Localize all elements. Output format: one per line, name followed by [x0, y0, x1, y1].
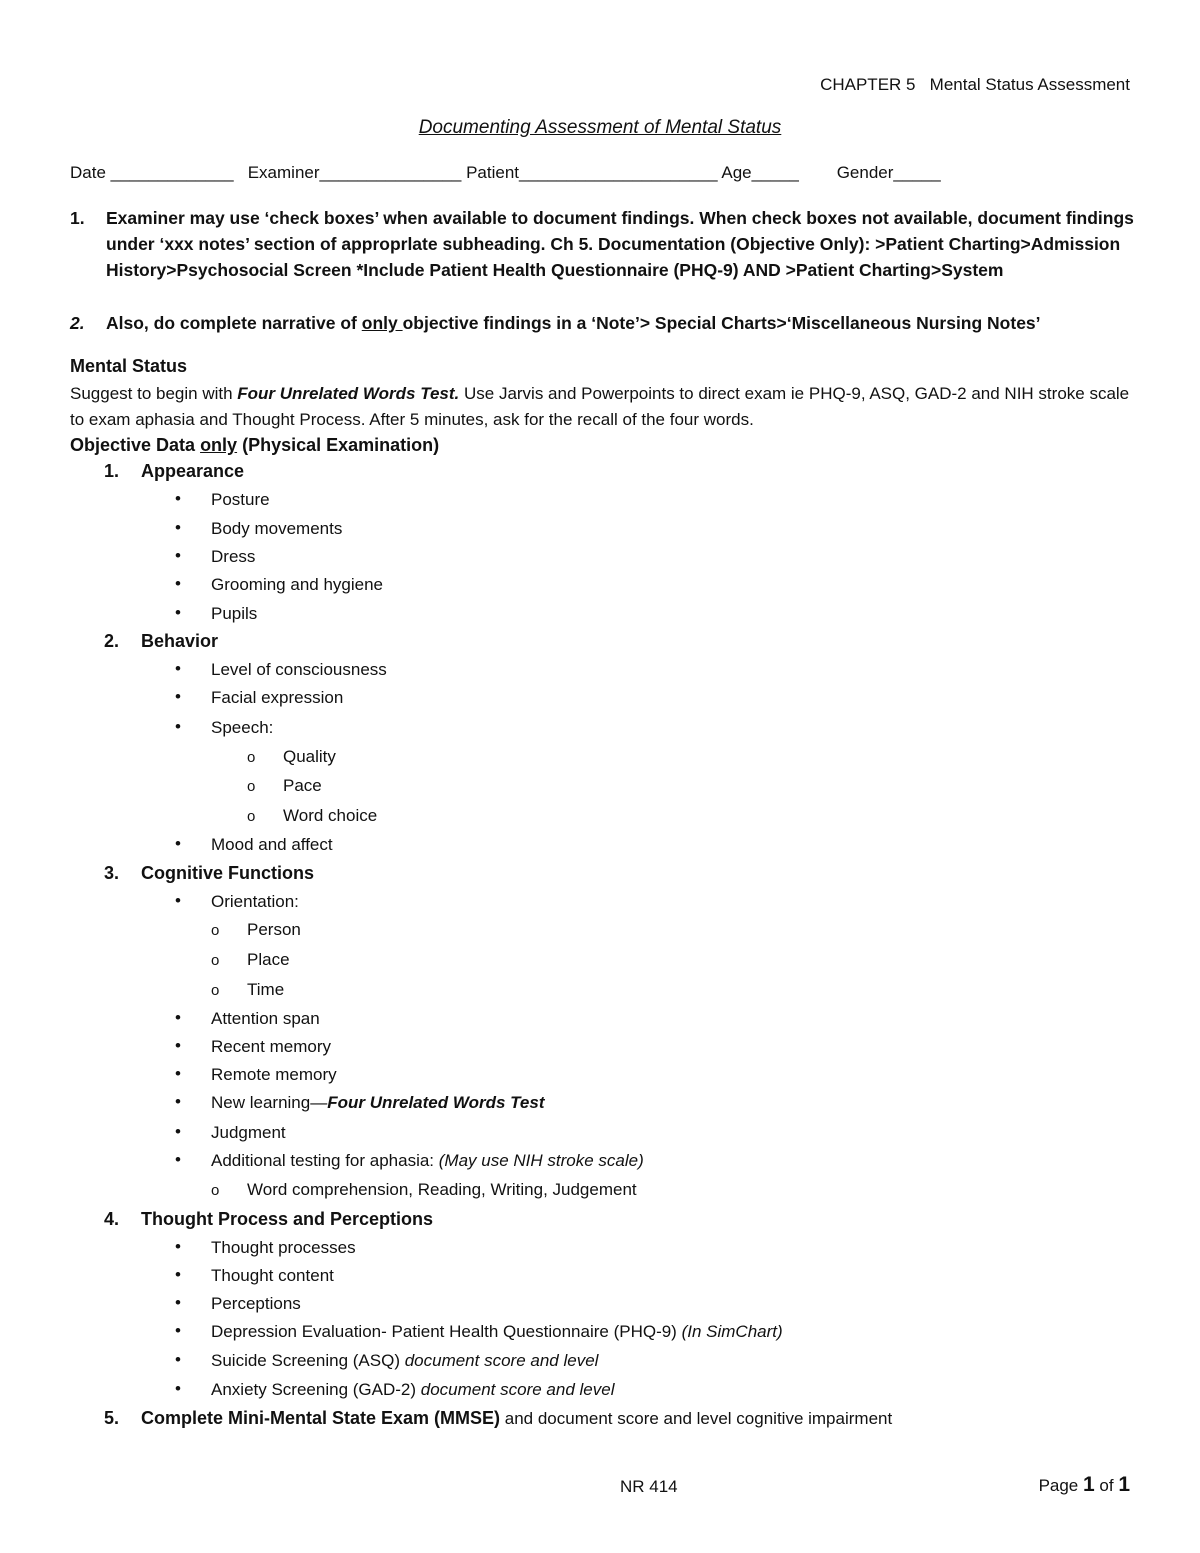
list-item	[175, 1266, 334, 1286]
paragraph-emph: Four Unrelated Words Test.	[237, 384, 460, 403]
page-total: 1	[1118, 1473, 1130, 1496]
list-item-text: Speech:	[211, 718, 274, 737]
list-item	[175, 1294, 301, 1314]
section-number: 1.	[104, 461, 120, 481]
list-item	[175, 892, 299, 912]
list-item-text: Mood and affect	[211, 835, 333, 854]
section-mmse	[104, 1408, 892, 1429]
list-item-text	[211, 1322, 783, 1341]
sub-list-item	[211, 950, 290, 970]
section-title: Behavior	[141, 631, 219, 651]
list-item-text	[211, 1151, 644, 1170]
list-item-text: Attention span	[211, 1009, 320, 1028]
list-item-text: Facial expression	[211, 688, 344, 707]
circle-bullet-icon: o	[247, 749, 256, 766]
list-item	[175, 835, 333, 855]
item-pre: Additional testing for aphasia:	[211, 1151, 439, 1170]
item-emph: Four Unrelated Words Test	[327, 1093, 545, 1112]
item-emph: (May use NIH stroke scale)	[438, 1151, 644, 1170]
list-item	[175, 1037, 331, 1057]
section-thought-process	[104, 1209, 433, 1230]
list-item	[175, 1351, 598, 1371]
item-emph: document score and level	[420, 1380, 615, 1399]
course-code: NR 414	[620, 1477, 678, 1496]
item-pre: Depression Evaluation- Patient Health Questionnaire (PHQ-9)	[211, 1322, 682, 1341]
chapter-label: CHAPTER 5	[820, 75, 916, 94]
list-item-text	[211, 1380, 614, 1399]
page-number	[1039, 1473, 1130, 1497]
list-item	[175, 1238, 356, 1258]
list-item	[175, 1151, 644, 1171]
instruction-number: 1.	[70, 208, 85, 228]
mental-status-heading: Mental Status	[70, 356, 188, 376]
list-item	[175, 490, 270, 510]
objective-underline: only	[200, 435, 238, 455]
list-item	[175, 547, 255, 567]
patient-field: Patient_____________________	[466, 163, 718, 182]
sub-list-item	[247, 747, 336, 767]
sub-list-item	[211, 1180, 637, 1200]
document-title: Documenting Assessment of Mental Status	[418, 117, 782, 138]
list-item	[175, 1093, 544, 1113]
paragraph-post: Use Jarvis and Powerpoints to direct exam ie PHQ-9, ASQ, GAD-2 and NIH stroke scale to exam aphasia and Thought Process. After 5 minutes, ask for the recall of the four words.	[70, 384, 1130, 429]
list-item	[175, 519, 342, 539]
sub-list-item	[247, 806, 377, 826]
section-title: Cognitive Functions	[141, 863, 314, 883]
instruction-text-post: objective findings in a ‘Note’> Special Charts>‘Miscellaneous Nursing Notes’	[402, 313, 1041, 333]
list-item	[175, 604, 257, 624]
item-pre: Anxiety Screening (GAD-2)	[211, 1380, 421, 1399]
sub-item-text: Pace	[283, 776, 322, 795]
list-item-text: Level of consciousness	[211, 660, 387, 679]
section-cognitive-functions	[104, 863, 314, 884]
section-behavior	[104, 631, 218, 652]
section-appearance	[104, 461, 244, 482]
circle-bullet-icon: o	[211, 982, 220, 999]
mental-status-paragraph	[70, 381, 1140, 433]
list-item-text: Perceptions	[211, 1294, 301, 1313]
sub-item-text: Word choice	[283, 806, 378, 825]
sub-list-item	[211, 980, 284, 1000]
form-fields	[70, 163, 1130, 183]
list-item-text: Posture	[211, 490, 270, 509]
item-emph: document score and level	[404, 1351, 599, 1370]
section-title: Thought Process and Perceptions	[141, 1209, 434, 1229]
section-number: 3.	[104, 863, 120, 883]
running-header	[820, 75, 1130, 95]
objective-pre: Objective Data	[70, 435, 201, 455]
circle-bullet-icon: o	[211, 1182, 220, 1199]
list-item	[175, 1380, 614, 1400]
instruction-number: 2.	[70, 313, 85, 333]
instruction-text-underline: only	[361, 313, 403, 333]
circle-bullet-icon: o	[247, 808, 256, 825]
age-field: Age_____	[721, 163, 799, 182]
sub-list-item	[211, 920, 301, 940]
of-word: of	[1094, 1476, 1119, 1495]
sub-list-item	[247, 776, 322, 796]
list-item-text: Body movements	[211, 519, 343, 538]
date-field: Date _____________	[70, 163, 234, 182]
list-item-text: Dress	[211, 547, 256, 566]
instruction-1	[70, 205, 1140, 283]
objective-post: (Physical Examination)	[237, 435, 440, 455]
gender-field: Gender_____	[836, 163, 941, 182]
section-number: 5.	[104, 1408, 120, 1428]
instruction-text-pre: Also, do complete narrative of	[106, 313, 362, 333]
item-emph: (In SimChart)	[681, 1322, 783, 1341]
sub-item-text: Place	[247, 950, 290, 969]
section-number: 2.	[104, 631, 120, 651]
list-item	[175, 575, 383, 595]
list-item	[175, 660, 387, 680]
examiner-field: Examiner_______________	[247, 163, 462, 182]
section-title: Appearance	[141, 461, 245, 481]
list-item-text: Grooming and hygiene	[211, 575, 384, 594]
objective-heading	[70, 435, 439, 456]
section-label: Mental Status Assessment	[929, 75, 1130, 94]
list-item	[175, 1009, 320, 1029]
circle-bullet-icon: o	[211, 952, 220, 969]
sub-item-text: Word comprehension, Reading, Writing, Judgement	[247, 1180, 637, 1199]
circle-bullet-icon: o	[247, 778, 256, 795]
list-item	[175, 688, 343, 708]
list-item-text	[211, 1093, 544, 1112]
sub-item-text: Person	[247, 920, 301, 939]
section-title: Complete Mini-Mental State Exam (MMSE)	[141, 1408, 501, 1428]
circle-bullet-icon: o	[211, 922, 220, 939]
list-item-text: Thought content	[211, 1266, 334, 1285]
section-rest: and document score and level cognitive impairment	[500, 1409, 893, 1428]
section-number: 4.	[104, 1209, 120, 1229]
paragraph-pre: Suggest to begin with	[70, 384, 238, 403]
item-pre: Suicide Screening (ASQ)	[211, 1351, 405, 1370]
instruction-text	[106, 310, 1140, 336]
list-item-text: Thought processes	[211, 1238, 356, 1257]
list-item	[175, 1322, 783, 1342]
list-item	[175, 718, 273, 738]
list-item	[175, 1123, 286, 1143]
instruction-text: Examiner may use ‘check boxes’ when available to document findings. When check boxes not available, document findings under ‘xxx notes’ section of approprlate subheading. Ch 5. Documentation (Objective Only): >Patient Charting>Admission History>Psychosocial Screen *Include Patient Health Questionnaire (PHQ-9) AND >Patient Charting>System	[106, 208, 1134, 280]
page-current: 1	[1083, 1473, 1095, 1496]
item-pre: New learning—	[211, 1093, 328, 1112]
list-item-text: Recent memory	[211, 1037, 331, 1056]
sub-item-text: Quality	[283, 747, 336, 766]
list-item-text: Judgment	[211, 1123, 286, 1142]
list-item	[175, 1065, 337, 1085]
instruction-2	[70, 310, 1140, 336]
list-item-text: Orientation:	[211, 892, 299, 911]
list-item-text: Pupils	[211, 604, 258, 623]
list-item-text: Remote memory	[211, 1065, 337, 1084]
list-item-text	[211, 1351, 598, 1370]
page-word: Page	[1038, 1476, 1083, 1495]
sub-item-text: Time	[247, 980, 285, 999]
